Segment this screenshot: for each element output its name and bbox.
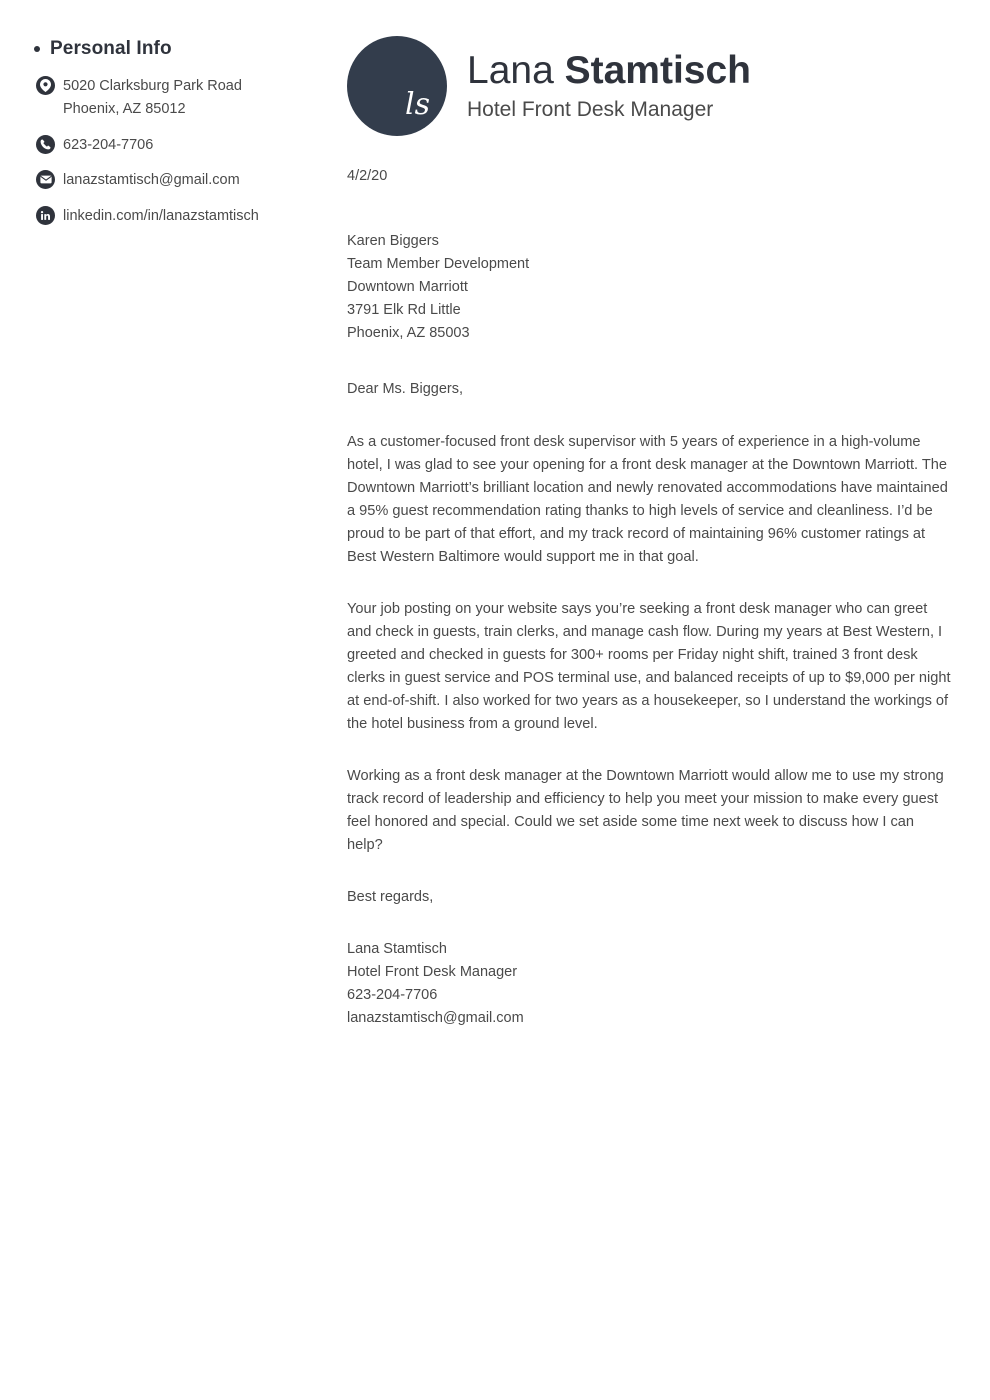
signature-name: Lana Stamtisch bbox=[347, 941, 447, 958]
recipient-address-block bbox=[347, 230, 953, 345]
recipient-name: Karen Biggers bbox=[347, 232, 439, 249]
recipient-city-state-zip: Phoenix, AZ 85003 bbox=[347, 324, 470, 341]
sidebar-personal-info bbox=[0, 0, 330, 240]
job-title: Hotel Front Desk Manager bbox=[467, 98, 714, 122]
letterhead bbox=[347, 36, 953, 136]
contact-linkedin-text: linkedin.com/in/lanazstamtisch bbox=[63, 207, 259, 224]
avatar-initials: ls bbox=[405, 87, 430, 122]
signature-title: Hotel Front Desk Manager bbox=[347, 964, 518, 981]
contact-linkedin[interactable] bbox=[36, 205, 330, 228]
recipient-street: 3791 Elk Rd Little bbox=[347, 301, 461, 318]
body-paragraph-3: Working as a front desk manager at the Downtown Marriott would allow me to use my strong track record of leadership and efficiency to help you meet your mission to make every guest feel honored and special. Could we set aside some time next week to discuss how I can help? bbox=[347, 767, 944, 853]
contact-email[interactable] bbox=[36, 169, 330, 192]
body-paragraph-1: As a customer-focused front desk supervisor with 5 years of experience in a high-volume hotel, I was glad to see your opening for a front desk manager at the Downtown Marriott. The Downtown Marriott’s brilliant location and newly renovated accommodations have maintained a 95% guest recommendation rating thanks to high levels of service and cleanliness. I’d be proud to be part of that effort, and my track record of maintaining 96% customer ratings at Best Western Baltimore would support me in that goal. bbox=[347, 434, 948, 566]
letter-body bbox=[347, 36, 953, 1030]
recipient-company: Downtown Marriott bbox=[347, 278, 468, 295]
letter-date: 4/2/20 bbox=[347, 168, 388, 184]
personal-info-heading-label: Personal Info bbox=[50, 38, 172, 59]
bullet-icon bbox=[34, 46, 40, 52]
map-pin-icon bbox=[36, 76, 55, 95]
phone-icon bbox=[36, 135, 55, 154]
signature-email: lanazstamtisch@gmail.com bbox=[347, 1010, 524, 1027]
contact-phone[interactable] bbox=[36, 134, 330, 157]
recipient-department: Team Member Development bbox=[347, 255, 530, 272]
contact-list bbox=[0, 75, 330, 228]
personal-info-heading bbox=[34, 38, 330, 61]
linkedin-icon bbox=[36, 206, 55, 225]
body-paragraph-2: Your job posting on your website says you’re seeking a front desk manager who can greet and check in guests, train clerks, and manage cash flow. During my years at Best Western, I greeted and checked in guests for 300+ rooms per Friday night shift, trained 3 front desk clerks in guest service and POS terminal use, and balanced receipts of up to $9,000 per night at end-of-shift. I also worked for two years as a housekeeper, so I understand the workings of the hotel business from a ground level. bbox=[347, 601, 951, 732]
contact-address-line1: 5020 Clarksburg Park Road bbox=[63, 77, 242, 94]
closing-line: Best regards, bbox=[347, 888, 434, 905]
signature-block bbox=[347, 938, 953, 1030]
page-title bbox=[467, 50, 751, 91]
contact-address-text bbox=[63, 75, 242, 122]
contact-address bbox=[36, 75, 330, 122]
contact-phone-text: 623-204-7706 bbox=[63, 136, 154, 153]
contact-address-line2: Phoenix, AZ 85012 bbox=[63, 101, 186, 118]
signature-phone: 623-204-7706 bbox=[347, 987, 438, 1004]
salutation: Dear Ms. Biggers, bbox=[347, 380, 464, 397]
name-block bbox=[467, 50, 751, 123]
avatar bbox=[347, 36, 447, 136]
last-name: Stamtisch bbox=[564, 48, 752, 92]
envelope-icon bbox=[36, 170, 55, 189]
first-name: Lana bbox=[467, 48, 554, 92]
contact-email-text: lanazstamtisch@gmail.com bbox=[63, 172, 240, 189]
